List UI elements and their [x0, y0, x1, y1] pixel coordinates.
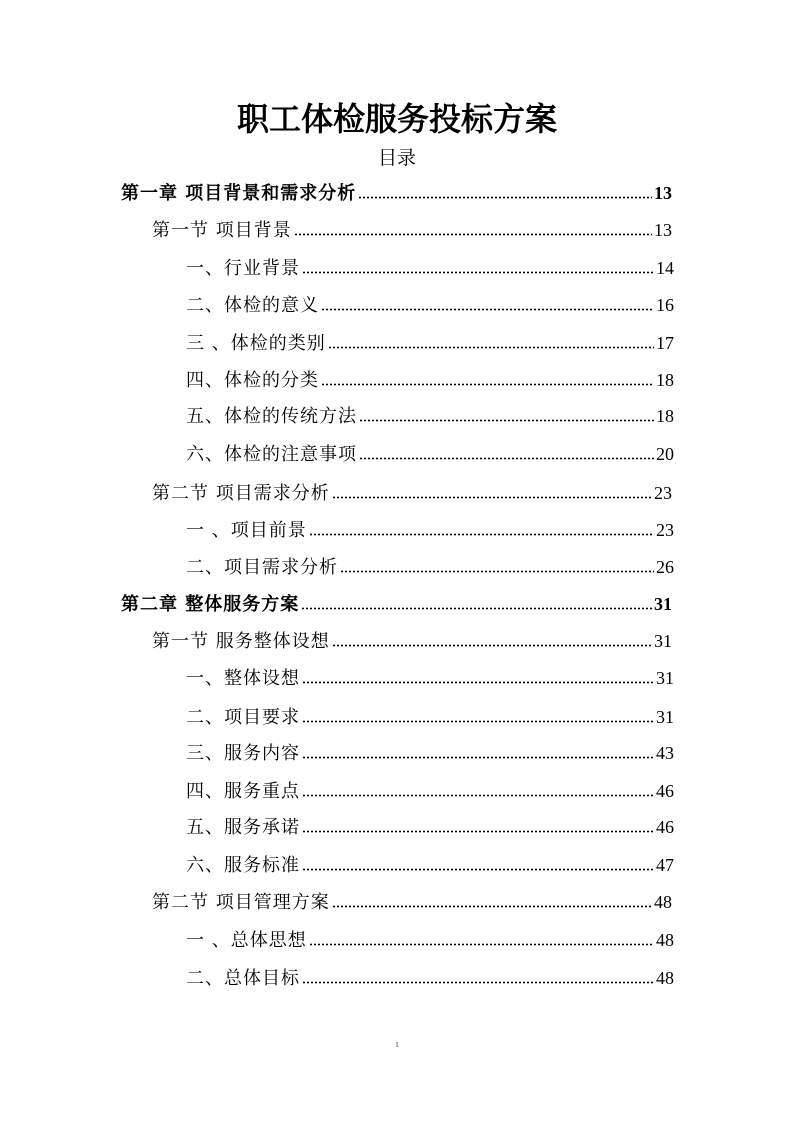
toc-entry[interactable] — [152, 888, 672, 916]
toc-entry[interactable] — [186, 664, 674, 692]
dot-leader — [302, 749, 654, 759]
toc-entry[interactable] — [152, 627, 672, 655]
toc-entry[interactable] — [186, 926, 674, 954]
page-number-footer: 1 — [395, 1040, 399, 1049]
toc-label: 二、项目需求分析 — [186, 557, 338, 578]
toc-page-number: 31 — [656, 668, 674, 688]
dot-leader — [359, 412, 654, 422]
toc-label: 一 、项目前景 — [186, 520, 307, 541]
toc-entry[interactable] — [121, 179, 672, 207]
toc-page-number: 43 — [656, 743, 674, 763]
toc-label: 第一节 项目背景 — [152, 220, 292, 241]
toc-entry[interactable] — [186, 739, 674, 767]
toc-page-number: 14 — [656, 258, 674, 278]
toc-entry[interactable] — [186, 851, 674, 879]
toc-entry[interactable] — [186, 329, 674, 357]
toc-label: 第一节 服务整体设想 — [152, 631, 330, 652]
toc-page-number: 20 — [656, 444, 674, 464]
toc-entry[interactable] — [186, 291, 674, 319]
dot-leader — [358, 189, 652, 199]
toc-entry[interactable] — [186, 402, 674, 430]
dot-leader — [302, 674, 654, 684]
dot-leader — [302, 974, 654, 984]
toc-page-number: 18 — [656, 406, 674, 426]
dot-leader — [332, 637, 652, 647]
toc-label: 二、项目要求 — [186, 707, 300, 728]
toc-entry[interactable] — [186, 254, 674, 282]
toc-label: 三 、体检的类别 — [186, 333, 326, 354]
toc-label: 六、体检的注意事项 — [186, 444, 357, 465]
toc-label: 第二节 项目需求分析 — [152, 483, 330, 504]
toc-entry[interactable] — [186, 964, 674, 992]
toc-page-number: 17 — [656, 333, 674, 353]
toc-entry[interactable] — [186, 553, 674, 581]
toc-label: 四、服务重点 — [186, 781, 300, 802]
toc-page-number: 31 — [656, 707, 674, 727]
toc-label: 五、服务承诺 — [186, 817, 300, 838]
toc-label: 三、服务内容 — [186, 743, 300, 764]
dot-leader — [309, 936, 654, 946]
dot-leader — [321, 301, 654, 311]
dot-leader — [328, 339, 654, 349]
toc-page-number: 48 — [656, 930, 674, 950]
dot-leader — [302, 861, 654, 871]
toc-entry[interactable] — [121, 590, 672, 618]
toc-page-number: 16 — [656, 295, 674, 315]
toc-page-number: 26 — [656, 557, 674, 577]
toc-page-number: 47 — [656, 855, 674, 875]
toc-page-number: 31 — [654, 594, 672, 614]
toc-label: 第一章 项目背景和需求分析 — [121, 183, 357, 204]
toc-page-number: 23 — [654, 483, 672, 503]
dot-leader — [321, 376, 654, 386]
toc-page-number: 31 — [654, 631, 672, 651]
toc-label: 二、体检的意义 — [186, 295, 319, 316]
toc-page-number: 13 — [654, 220, 672, 240]
dot-leader — [340, 563, 654, 573]
dot-leader — [332, 489, 652, 499]
dot-leader — [302, 713, 654, 723]
toc-entry[interactable] — [186, 516, 674, 544]
toc-page-number: 23 — [656, 520, 674, 540]
toc-label: 一、行业背景 — [186, 258, 300, 279]
toc-entry[interactable] — [186, 813, 674, 841]
toc-label: 一、整体设想 — [186, 668, 300, 689]
toc-label: 二、总体目标 — [186, 968, 300, 989]
toc-entry[interactable] — [186, 440, 674, 468]
dot-leader — [359, 450, 654, 460]
dot-leader — [332, 898, 652, 908]
dot-leader — [301, 600, 652, 610]
toc-page-number: 48 — [654, 892, 672, 912]
toc-page-number: 46 — [656, 781, 674, 801]
toc-label: 六、服务标准 — [186, 855, 300, 876]
dot-leader — [294, 226, 652, 236]
toc-page-number: 18 — [656, 370, 674, 390]
toc-heading: 目录 — [377, 147, 416, 169]
dot-leader — [302, 264, 654, 274]
toc-page-number: 13 — [654, 183, 672, 203]
toc-label: 四、体检的分类 — [186, 370, 319, 391]
document-title: 职工体检服务投标方案 — [236, 100, 557, 138]
toc-label: 五、体检的传统方法 — [186, 406, 357, 427]
toc-page-number: 46 — [656, 817, 674, 837]
toc-label: 第二节 项目管理方案 — [152, 892, 330, 913]
toc-entry[interactable] — [186, 366, 674, 394]
toc-page-number: 48 — [656, 968, 674, 988]
toc-entry[interactable] — [186, 777, 674, 805]
dot-leader — [302, 787, 654, 797]
toc-entry[interactable] — [152, 216, 672, 244]
dot-leader — [309, 526, 654, 536]
toc-entry[interactable] — [186, 703, 674, 731]
toc-label: 一 、总体思想 — [186, 930, 307, 951]
toc-label: 第二章 整体服务方案 — [121, 594, 300, 615]
dot-leader — [302, 823, 654, 833]
toc-entry[interactable] — [152, 479, 672, 507]
